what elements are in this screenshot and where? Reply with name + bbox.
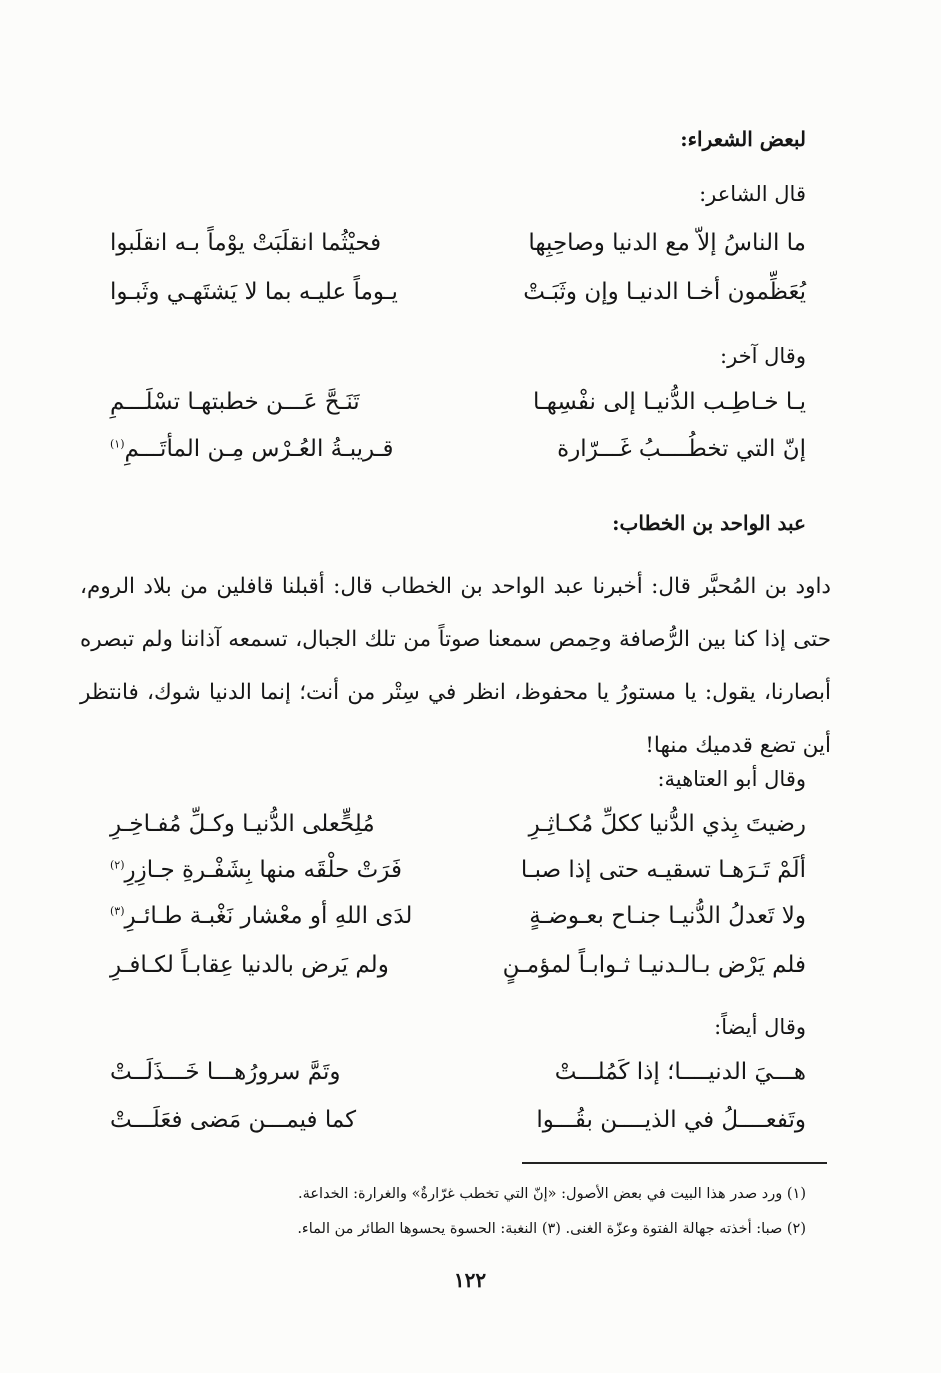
verse-first-hemistich: ولا تَعدلُ الدُّنيـا جنـاح بعـوضـةٍ [529, 903, 806, 929]
poem-intro: قال الشاعر: [699, 182, 806, 206]
verse-text: فَرَتْ حلْقَه منها بِشَفْـرةِ جـازِرِ [124, 857, 402, 883]
footnote-marker: (٣) [110, 904, 125, 918]
page-number: ١٢٢ [453, 1268, 487, 1292]
verse-text: لدَى اللهِ أو معْشار نَغْبـة طـائـرِ [124, 903, 413, 929]
poem-intro: وقال أبو العتاهية: [657, 767, 806, 791]
verse-first-hemistich: هـــيَ الدنيــــا؛ إذا كَمُلـــتْ [554, 1059, 806, 1085]
verse-second-hemistich [110, 436, 393, 462]
verse-first-hemistich: ألَمْ تَـرَهـا تسقيـه حتى إذا صبـا [520, 857, 806, 883]
verse-second-hemistich: وتَمَّ سرورُهـــا خَـــذَلَــتْ [110, 1059, 341, 1085]
verse-second-hemistich: فحيْثُما انقلَبَتْ يوْماً بـه انقلَبوا [110, 230, 382, 256]
verse-first-hemistich: رضيتَ بِذي الدُّنيا ككلِّ مُكـاثِـرِ [528, 811, 806, 837]
footnote-marker: (١) [110, 437, 125, 451]
verse-second-hemistich: كما فيمـــن مَضى فعَلَـــتْ [110, 1107, 357, 1133]
verse-second-hemistich: تَنَـحَّ عَـــن خطبتهـا تسْلَـــمِ [110, 389, 360, 415]
section-heading-abd-al-wahid: عبد الواحد بن الخطاب: [612, 511, 806, 535]
footnote: (٢) صبا: أخذته جهالة الفتوة وعزّة الغنى. (٣) النغبة: الحسوة يحسوها الطائر من الماء. [297, 1221, 806, 1237]
verse-first-hemistich: يُعَظِّمون أخـا الدنيـا وإن وثَبَـتْ [523, 279, 806, 305]
verse-text: ولم يَرض بالدنيا عِقابـاً لكـافـرِ [110, 952, 389, 978]
verse-first-hemistich: فلم يَرْض بـالـدنيـا ثـوابـاً لمؤمـنٍ [502, 952, 806, 978]
footnote-marker: (٢) [110, 858, 125, 872]
footnote-divider [522, 1162, 827, 1164]
verse-text: مُلِحٍّعلى الدُّنيـا وكـلِّ مُفـاخِـرِ [110, 811, 375, 837]
verse-first-hemistich: ما الناسُ إلاّ مع الدنيا وصاحِبِها [528, 230, 806, 256]
verse-first-hemistich: يـا خـاطِـب الدُّنيـا إلى نفْسِهـا [532, 389, 806, 415]
poem-intro: وقال آخر: [720, 344, 806, 368]
verse-second-hemistich [110, 811, 375, 837]
section-heading-poets: لبعض الشعراء: [680, 127, 806, 151]
verse-text: قـريبـةُ العُـرْس مِـن المأتَـــمِ [124, 436, 394, 462]
verse-first-hemistich: إنّ التي تخطُــــبُ غَـــرّارة [557, 436, 806, 462]
footnote: (١) ورد صدر هذا البيت في بعض الأصول: «إنّ التي تخطب غرّارةٌ» والغرارة: الخداعة. [298, 1186, 806, 1202]
verse-first-hemistich: وتَفعــــلُ في الذيــــن بقُـــوا [536, 1107, 806, 1133]
verse-second-hemistich [110, 952, 389, 978]
poem-intro: وقال أيضاً: [714, 1015, 806, 1039]
narration-paragraph: داود بن المُحبَّر قال: أخبرنا عبد الواحد بن الخطاب قال: أقبلنا قافلين من بلاد الروم، حتى إذا كنا بين الرُّصافة وحِمص سمعنا صوتاً من تلك الجبال، تسمعه آذاننا ولم تبصره أبصارنا، يقول: يا مستورُ يا محفوظ، انظر في سِتْر من أنت؛ إنما الدنيا شوك، فانتظر أين تضع قدميك منها! [80, 574, 831, 758]
verse-second-hemistich [110, 903, 412, 929]
verse-second-hemistich: يـوماً عليـه بما لا يَشتَهـي وثَبـوا [110, 279, 398, 305]
verse-second-hemistich [110, 857, 402, 883]
